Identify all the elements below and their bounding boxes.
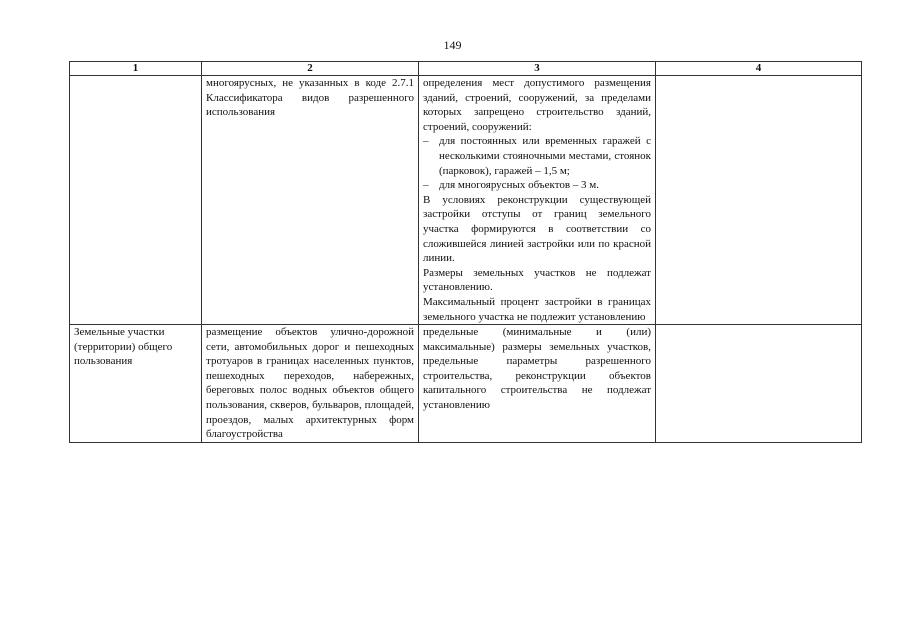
bullet-text: для постоянных или временных гаражей с несколькими стояночными местами, стоянок (парковок), гаражей – 1,5 м; bbox=[439, 135, 651, 177]
header-col-4: 4 bbox=[656, 62, 862, 76]
row2-col1: Земельные участки (территории) общего пользования bbox=[70, 325, 202, 443]
row2-col4 bbox=[656, 325, 862, 443]
row1-col3-p1: определения мест допустимого размещения зданий, строений, сооружений, за пределами которых запрещено строительство зданий, строений, сооружений: bbox=[423, 77, 651, 133]
row1-col3-p3: Размеры земельных участков не подлежат установлению. bbox=[423, 266, 651, 294]
header-col-2: 2 bbox=[202, 62, 419, 76]
row1-col3-p2: В условиях реконструкции существующей застройки отступы от границ земельного участка формируются в соответствии со сложившейся линией застройки или по красной линии. bbox=[423, 193, 651, 265]
table-row bbox=[70, 325, 862, 443]
page-number: 149 bbox=[443, 38, 462, 52]
row2-col2: размещение объектов улично-дорожной сети, автомобильных дорог и пешеходных тротуаров в границах населенных пунктов, пешеходных переходов, набережных, береговых полос водных объектов общего пользования, скверов, бульваров, площадей, проездов, малых архитектурных форм благоустройства bbox=[202, 325, 419, 443]
list-item bbox=[423, 178, 651, 193]
header-col-1: 1 bbox=[70, 62, 202, 76]
row1-col1 bbox=[70, 76, 202, 325]
row1-col3-p4: Максимальный процент застройки в границах земельного участка не подлежит установлению bbox=[423, 295, 651, 323]
row1-col4 bbox=[656, 76, 862, 325]
row1-col3 bbox=[419, 76, 656, 325]
zoning-table bbox=[69, 61, 862, 443]
bullet-text: для многоярусных объектов – 3 м. bbox=[439, 179, 600, 192]
table-row bbox=[70, 76, 862, 325]
row1-col2: многоярусных, не указанных в коде 2.7.1 Классификатора видов разрешенного использования bbox=[202, 76, 419, 325]
header-col-3: 3 bbox=[419, 62, 656, 76]
dash-marker: – bbox=[423, 179, 429, 192]
table-header-row bbox=[70, 62, 862, 76]
row2-col3: предельные (минимальные и (или) максимальные) размеры земельных участков, предельные параметры разрешенного строительства, реконструкции объектов капитального строительства не подлежат установлению bbox=[419, 325, 656, 443]
list-item bbox=[423, 134, 651, 178]
dash-marker: – bbox=[423, 135, 429, 148]
